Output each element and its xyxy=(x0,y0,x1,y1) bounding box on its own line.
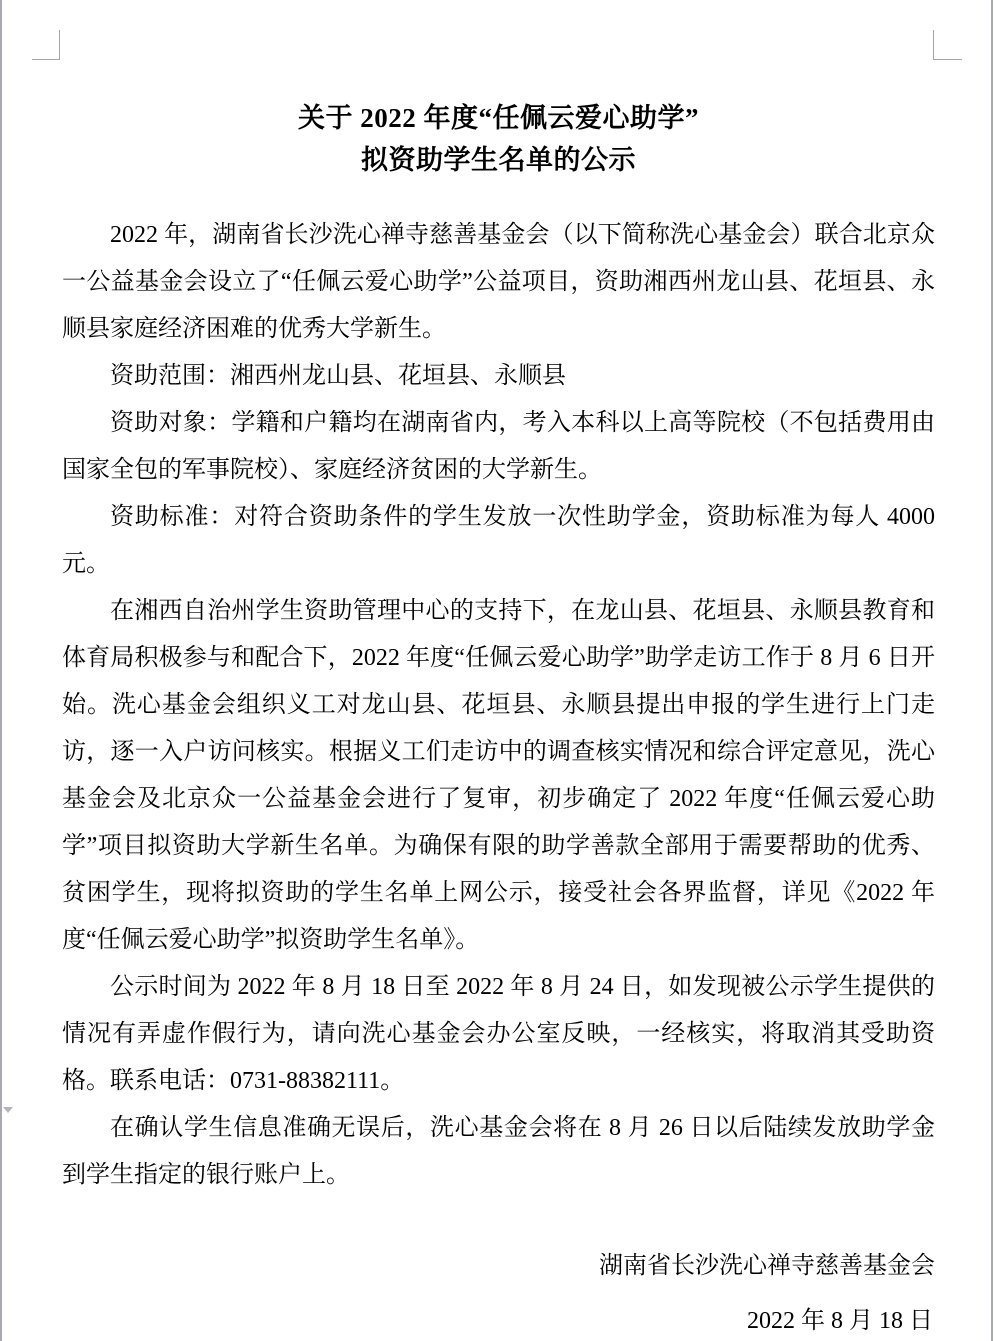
document-title-line-2: 拟资助学生名单的公示 xyxy=(361,145,636,175)
page-left-edge-border xyxy=(0,0,2,1341)
body-paragraph-funding-target: 资助对象：学籍和户籍均在湖南省内，考入本科以上高等院校（不包括费用由国家全包的军事院校）、家庭经济贫困的大学新生。 xyxy=(62,410,935,483)
document-title-line-1: 关于 2022 年度“任佩云爱心助学” xyxy=(298,103,699,133)
top-right-crop-mark-horizontal xyxy=(933,59,962,60)
signature-date: 2022 年 8 月 18 日 xyxy=(747,1308,933,1334)
triangle-down-icon xyxy=(3,1107,13,1113)
signature-block xyxy=(62,1239,935,1341)
body-paragraph-publicity-period: 公示时间为 2022 年 8 月 18 日至 2022 年 8 月 24 日，如发现被公示学生提供的情况有弄虚作假行为，请向洗心基金会办公室反映，一经核实，将取消其受助资格。联系电话：0731-88382111。 xyxy=(62,974,935,1094)
top-left-crop-mark-horizontal xyxy=(32,59,60,60)
document-content xyxy=(62,0,935,1341)
document-title xyxy=(62,97,935,181)
top-left-crop-mark-vertical xyxy=(59,30,60,60)
body-paragraph-disbursement: 在确认学生信息准确无误后，洗心基金会将在 8 月 26 日以后陆续发放助学金到学生指定的银行账户上。 xyxy=(62,1115,935,1188)
body-paragraph-process: 在湘西自治州学生资助管理中心的支持下，在龙山县、花垣县、永顺县教育和体育局积极参与和配合下，2022 年度“任佩云爱心助学”助学走访工作于 8 月 6 日开始。洗心基金会组织义工对龙山县、花垣县、永顺县提出申报的学生进行上门走访，逐一入户访问核实。根据义工们走访中的调查核实情况和综合评定意见，洗心基金会及北京众一公益基金会进行了复审，初步确定了 2022 年度“任佩云爱心助学”项目拟资助大学新生名单。为确保有限的助学善款全部用于需要帮助的优秀、贫困学生，现将拟资助的学生名单上网公示，接受社会各界监督，详见《2022 年度“任佩云爱心助学”拟资助学生名单》。 xyxy=(62,598,935,953)
page-right-edge-border xyxy=(991,0,993,1341)
body-paragraph-funding-standard: 资助标准：对符合资助条件的学生发放一次性助学金，资助标准为每人 4000 元。 xyxy=(62,504,935,577)
document-body xyxy=(62,212,935,1199)
signature-organization: 湖南省长沙洗心禅寺慈善基金会 xyxy=(599,1253,935,1279)
body-paragraph-intro: 2022 年，湖南省长沙洗心禅寺慈善基金会（以下简称洗心基金会）联合北京众一公益基金会设立了“任佩云爱心助学”公益项目，资助湘西州龙山县、花垣县、永顺县家庭经济困难的优秀大学新生。 xyxy=(62,222,935,342)
body-paragraph-funding-scope: 资助范围：湘西州龙山县、花垣县、永顺县 xyxy=(110,363,566,389)
